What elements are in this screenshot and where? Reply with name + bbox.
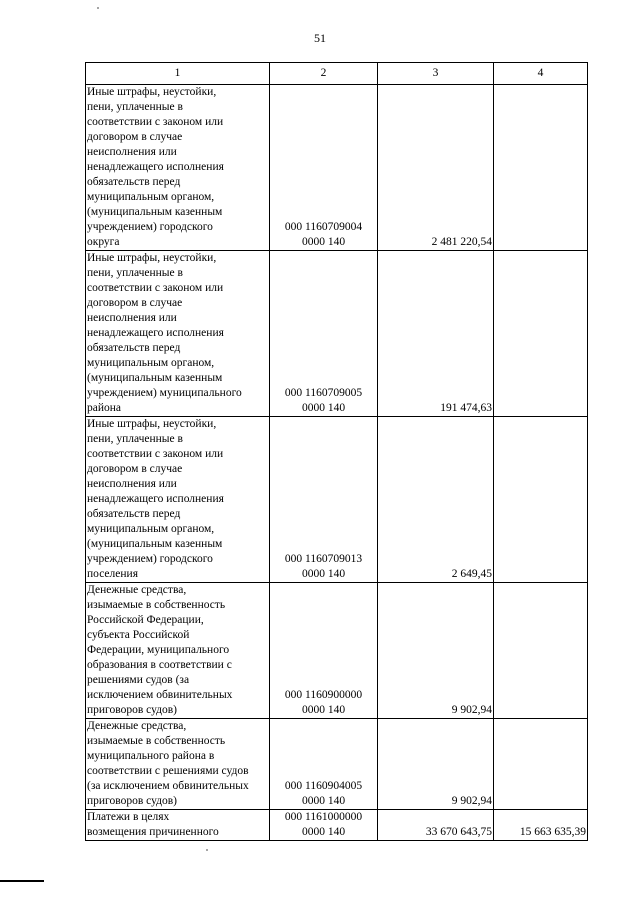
row-code: 000 1161000000 0000 140 [270,810,378,841]
row-name: Денежные средства, изымаемые в собственность муниципального района в соответствии с решениями судов (за исключением обвинительных приговоров судов) [86,719,270,810]
budget-table [85,62,588,841]
footnote-separator [0,880,44,882]
table-row [86,719,588,810]
scan-speck [97,7,99,9]
row-name: Иные штрафы, неустойки, пени, уплаченные в соответствии с законом или договором в случае неисполнения или ненадлежащего исполнения обязательств перед муниципальным органом, (муниципальным казенным учреждением) городского поселения [86,417,270,583]
row-amount-2 [494,251,588,417]
table-row [86,810,588,841]
row-amount-2 [494,719,588,810]
table-header-row [86,63,588,85]
row-code: 000 1160709004 0000 140 [270,85,378,251]
row-amount: 9 902,94 [378,719,494,810]
row-amount-2: 15 663 635,39 [494,810,588,841]
header-col-4: 4 [494,63,588,85]
row-name: Платежи в целях возмещения причиненного [86,810,270,841]
header-col-1: 1 [86,63,270,85]
row-amount-2 [494,417,588,583]
header-col-2: 2 [270,63,378,85]
table-row [86,251,588,417]
row-amount: 33 670 643,75 [378,810,494,841]
row-code: 000 1160904005 0000 140 [270,719,378,810]
table-row [86,417,588,583]
header-col-3: 3 [378,63,494,85]
row-name: Иные штрафы, неустойки, пени, уплаченные в соответствии с законом или договором в случае неисполнения или ненадлежащего исполнения обязательств перед муниципальным органом, (муниципальным казенным учреждением) городского округа [86,85,270,251]
table-row [86,583,588,719]
row-code: 000 1160900000 0000 140 [270,583,378,719]
row-name: Денежные средства, изымаемые в собственность Российской Федерации, субъекта Российской Федерации, муниципального образования в соответствии с решениями судов (за исключением обвинительных приговоров судов) [86,583,270,719]
row-amount-2 [494,85,588,251]
scan-speck [206,849,208,851]
row-amount: 2 481 220,54 [378,85,494,251]
row-amount: 191 474,63 [378,251,494,417]
row-amount: 9 902,94 [378,583,494,719]
row-amount-2 [494,583,588,719]
row-code: 000 1160709005 0000 140 [270,251,378,417]
row-name: Иные штрафы, неустойки, пени, уплаченные в соответствии с законом или договором в случае неисполнения или ненадлежащего исполнения обязательств перед муниципальным органом, (муниципальным казенным учреждением) муниципального района [86,251,270,417]
row-amount: 2 649,45 [378,417,494,583]
table-row [86,85,588,251]
page-number: 51 [314,31,326,45]
row-code: 000 1160709013 0000 140 [270,417,378,583]
